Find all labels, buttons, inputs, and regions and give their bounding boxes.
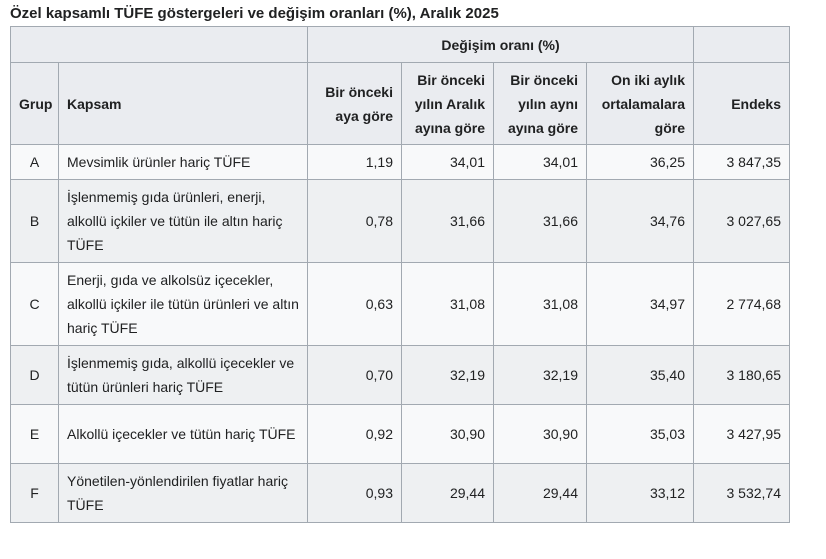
header-annual: Bir önceki yılın aynı ayına göre [494, 63, 587, 145]
cell-december: 30,90 [402, 405, 494, 464]
table-body [11, 145, 790, 523]
cell-average: 35,40 [587, 346, 694, 405]
cell-average: 34,76 [587, 180, 694, 263]
cell-december: 31,08 [402, 263, 494, 346]
table-row [11, 405, 790, 464]
cell-index: 3 027,65 [694, 180, 790, 263]
cell-kapsam: Yönetilen-yönlendirilen fiyatlar hariç TÜFE [59, 464, 308, 523]
cell-index: 2 774,68 [694, 263, 790, 346]
table-row [11, 180, 790, 263]
cell-grup: A [11, 145, 59, 180]
cell-annual: 32,19 [494, 346, 587, 405]
cell-annual: 31,66 [494, 180, 587, 263]
cell-monthly: 0,70 [308, 346, 402, 405]
cell-annual: 34,01 [494, 145, 587, 180]
cell-monthly: 1,19 [308, 145, 402, 180]
cell-index: 3 180,65 [694, 346, 790, 405]
cell-average: 34,97 [587, 263, 694, 346]
cell-december: 31,66 [402, 180, 494, 263]
cell-annual: 30,90 [494, 405, 587, 464]
cell-december: 29,44 [402, 464, 494, 523]
cell-monthly: 0,63 [308, 263, 402, 346]
cell-grup: E [11, 405, 59, 464]
cell-index: 3 532,74 [694, 464, 790, 523]
cell-monthly: 0,92 [308, 405, 402, 464]
header-blank [11, 27, 308, 63]
table-caption: Özel kapsamlı TÜFE göstergeleri ve değişim oranları (%), Aralık 2025 [10, 5, 499, 22]
cell-kapsam: İşlenmemiş gıda, alkollü içecekler ve tütün ürünleri hariç TÜFE [59, 346, 308, 405]
header-grup: Grup [11, 63, 59, 145]
header-kapsam: Kapsam [59, 63, 308, 145]
cell-december: 34,01 [402, 145, 494, 180]
cell-grup: B [11, 180, 59, 263]
header-index: Endeks [694, 63, 790, 145]
cell-average: 33,12 [587, 464, 694, 523]
cpi-table-container [10, 4, 790, 523]
cell-monthly: 0,93 [308, 464, 402, 523]
cell-grup: D [11, 346, 59, 405]
cell-annual: 29,44 [494, 464, 587, 523]
cpi-table [10, 26, 790, 523]
table-row [11, 346, 790, 405]
header-change-rate: Değişim oranı (%) [308, 27, 694, 63]
header-average: On iki aylık ortalamalara göre [587, 63, 694, 145]
cell-monthly: 0,78 [308, 180, 402, 263]
table-head [11, 27, 790, 145]
cell-grup: C [11, 263, 59, 346]
header-monthly: Bir önceki aya göre [308, 63, 402, 145]
table-row [11, 464, 790, 523]
cell-index: 3 847,35 [694, 145, 790, 180]
cell-kapsam: Alkollü içecekler ve tütün hariç TÜFE [59, 405, 308, 464]
cell-index: 3 427,95 [694, 405, 790, 464]
cell-december: 32,19 [402, 346, 494, 405]
cell-average: 36,25 [587, 145, 694, 180]
cell-average: 35,03 [587, 405, 694, 464]
table-row [11, 263, 790, 346]
cell-grup: F [11, 464, 59, 523]
cell-kapsam: Enerji, gıda ve alkolsüz içecekler, alkollü içkiler ile tütün ürünleri ve altın hariç TÜFE [59, 263, 308, 346]
header-december: Bir önceki yılın Aralık ayına göre [402, 63, 494, 145]
table-row [11, 145, 790, 180]
header-blank-right [694, 27, 790, 63]
cell-kapsam: Mevsimlik ürünler hariç TÜFE [59, 145, 308, 180]
cell-kapsam: İşlenmemiş gıda ürünleri, enerji, alkollü içkiler ve tütün ile altın hariç TÜFE [59, 180, 308, 263]
cell-annual: 31,08 [494, 263, 587, 346]
